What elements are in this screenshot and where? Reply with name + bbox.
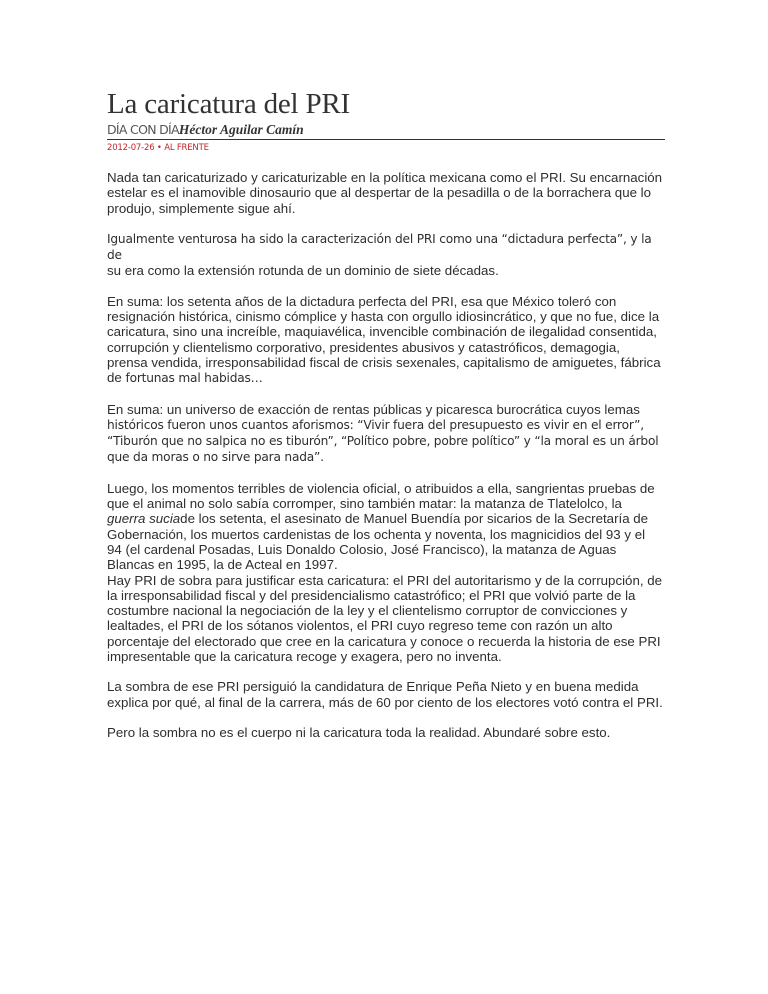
column-name: DÍA CON DÍA bbox=[107, 122, 179, 137]
paragraph-6: Hay PRI de sobra para justificar esta caricatura: el PRI del autoritarismo y de la corrupción, de la irresponsabilidad fiscal y del presidencialismo catastrófico; el PRI que volvió parte de la costumbre nacional la negociación de la ley y el clientelismo corruptor de convicciones y lealtades, el PRI de los sótanos violentos, el PRI cuyo regreso teme con razón un alto porcentaje del electorado que cree en la caricatura y conoce o recuerda la historia de ese PRI impresentable que la caricatura recoge y exagera, pero no inventa. bbox=[107, 572, 663, 665]
article-body bbox=[107, 170, 663, 740]
paragraph-2 bbox=[107, 231, 663, 279]
paragraph-5-emphasis: guerra sucia bbox=[107, 511, 181, 527]
paragraph-4-rest: históricos fueron unos cuantos aforismos: “Vivir fuera del presupuesto es vivir en el error”, “Tiburón que no salpica no es tiburón”, “Político pobre, pobre político” y “la moral es un árbol que da moras o no sirve para nada”. bbox=[107, 417, 659, 465]
paragraph-3 bbox=[107, 294, 663, 387]
paragraph-3-main: En suma: los setenta años de la dictadura perfecta del PRI, esa que México toleró con resignación histórica, cinismo cómplice y hasta con orgullo idiosincrático, y que no fue, dice la caricatura, sino una increíble, maquiavélica, invencible combinación de ilegalidad consentida, corrupción y clientelismo corporativo, presidentes abusivos y catastróficos, demagogia, prensa vendida, irresponsabilidad fiscal de crisis sexenales, capitalismo de amiguetes, fábrica de bbox=[107, 293, 661, 386]
paragraph-2-line-2: su era como la extensión rotunda de un dominio de siete décadas. bbox=[107, 263, 499, 279]
paragraph-4-line-1: En suma: un universo de exacción de rentas públicas y picaresca burocrática cuyos lemas bbox=[107, 401, 640, 417]
paragraph-8: Pero la sombra no es el cuerpo ni la caricatura toda la realidad. Abundaré sobre esto. bbox=[107, 724, 611, 740]
title-divider bbox=[107, 139, 665, 140]
paragraph-5-end: de los setenta, el asesinato de Manuel Buendía por sicarios de la Secretaría de Gobernación, los muertos cardenistas de los ochenta y noventa, los magnicidios del 93 y el 94 (el cardenal Posadas, Luis Donaldo Colosio, José Francisco), la matanza de Aguas Blancas en 1995, la de Acteal en 1997. bbox=[107, 511, 649, 573]
dateline: 2012-07-26 • AL FRENTE bbox=[107, 143, 209, 153]
article bbox=[107, 88, 663, 755]
article-title: La caricatura del PRI bbox=[107, 88, 350, 120]
paragraph-3-end: fortunas mal habidas… bbox=[125, 371, 263, 386]
paragraph-5 bbox=[107, 481, 663, 573]
paragraph-1: Nada tan caricaturizado y caricaturizable en la política mexicana como el PRI. Su encarnación estelar es el inamovible dinosaurio que al despertar de la pesadilla o de la borrachera que lo produjo, simplemente sigue ahí. bbox=[107, 170, 663, 216]
paragraph-2-line-1: Igualmente venturosa ha sido la caracterización del PRI como una “dictadura perfecta”, y la de bbox=[107, 231, 652, 263]
paragraph-4 bbox=[107, 402, 663, 466]
paragraph-7: La sombra de ese PRI persiguió la candidatura de Enrique Peña Nieto y en buena medida explica por qué, al final de la carrera, más de 60 por ciento de los electores votó contra el PRI. bbox=[107, 679, 663, 710]
byline bbox=[107, 121, 663, 139]
author-name: Héctor Aguilar Camín bbox=[178, 122, 304, 137]
paragraph-5-start: Luego, los momentos terribles de violencia oficial, o atribuidos a ella, sangrientas pruebas de que el animal no solo sabía corromper, sino también matar: la matanza de Tlatelolco, la bbox=[107, 480, 655, 512]
